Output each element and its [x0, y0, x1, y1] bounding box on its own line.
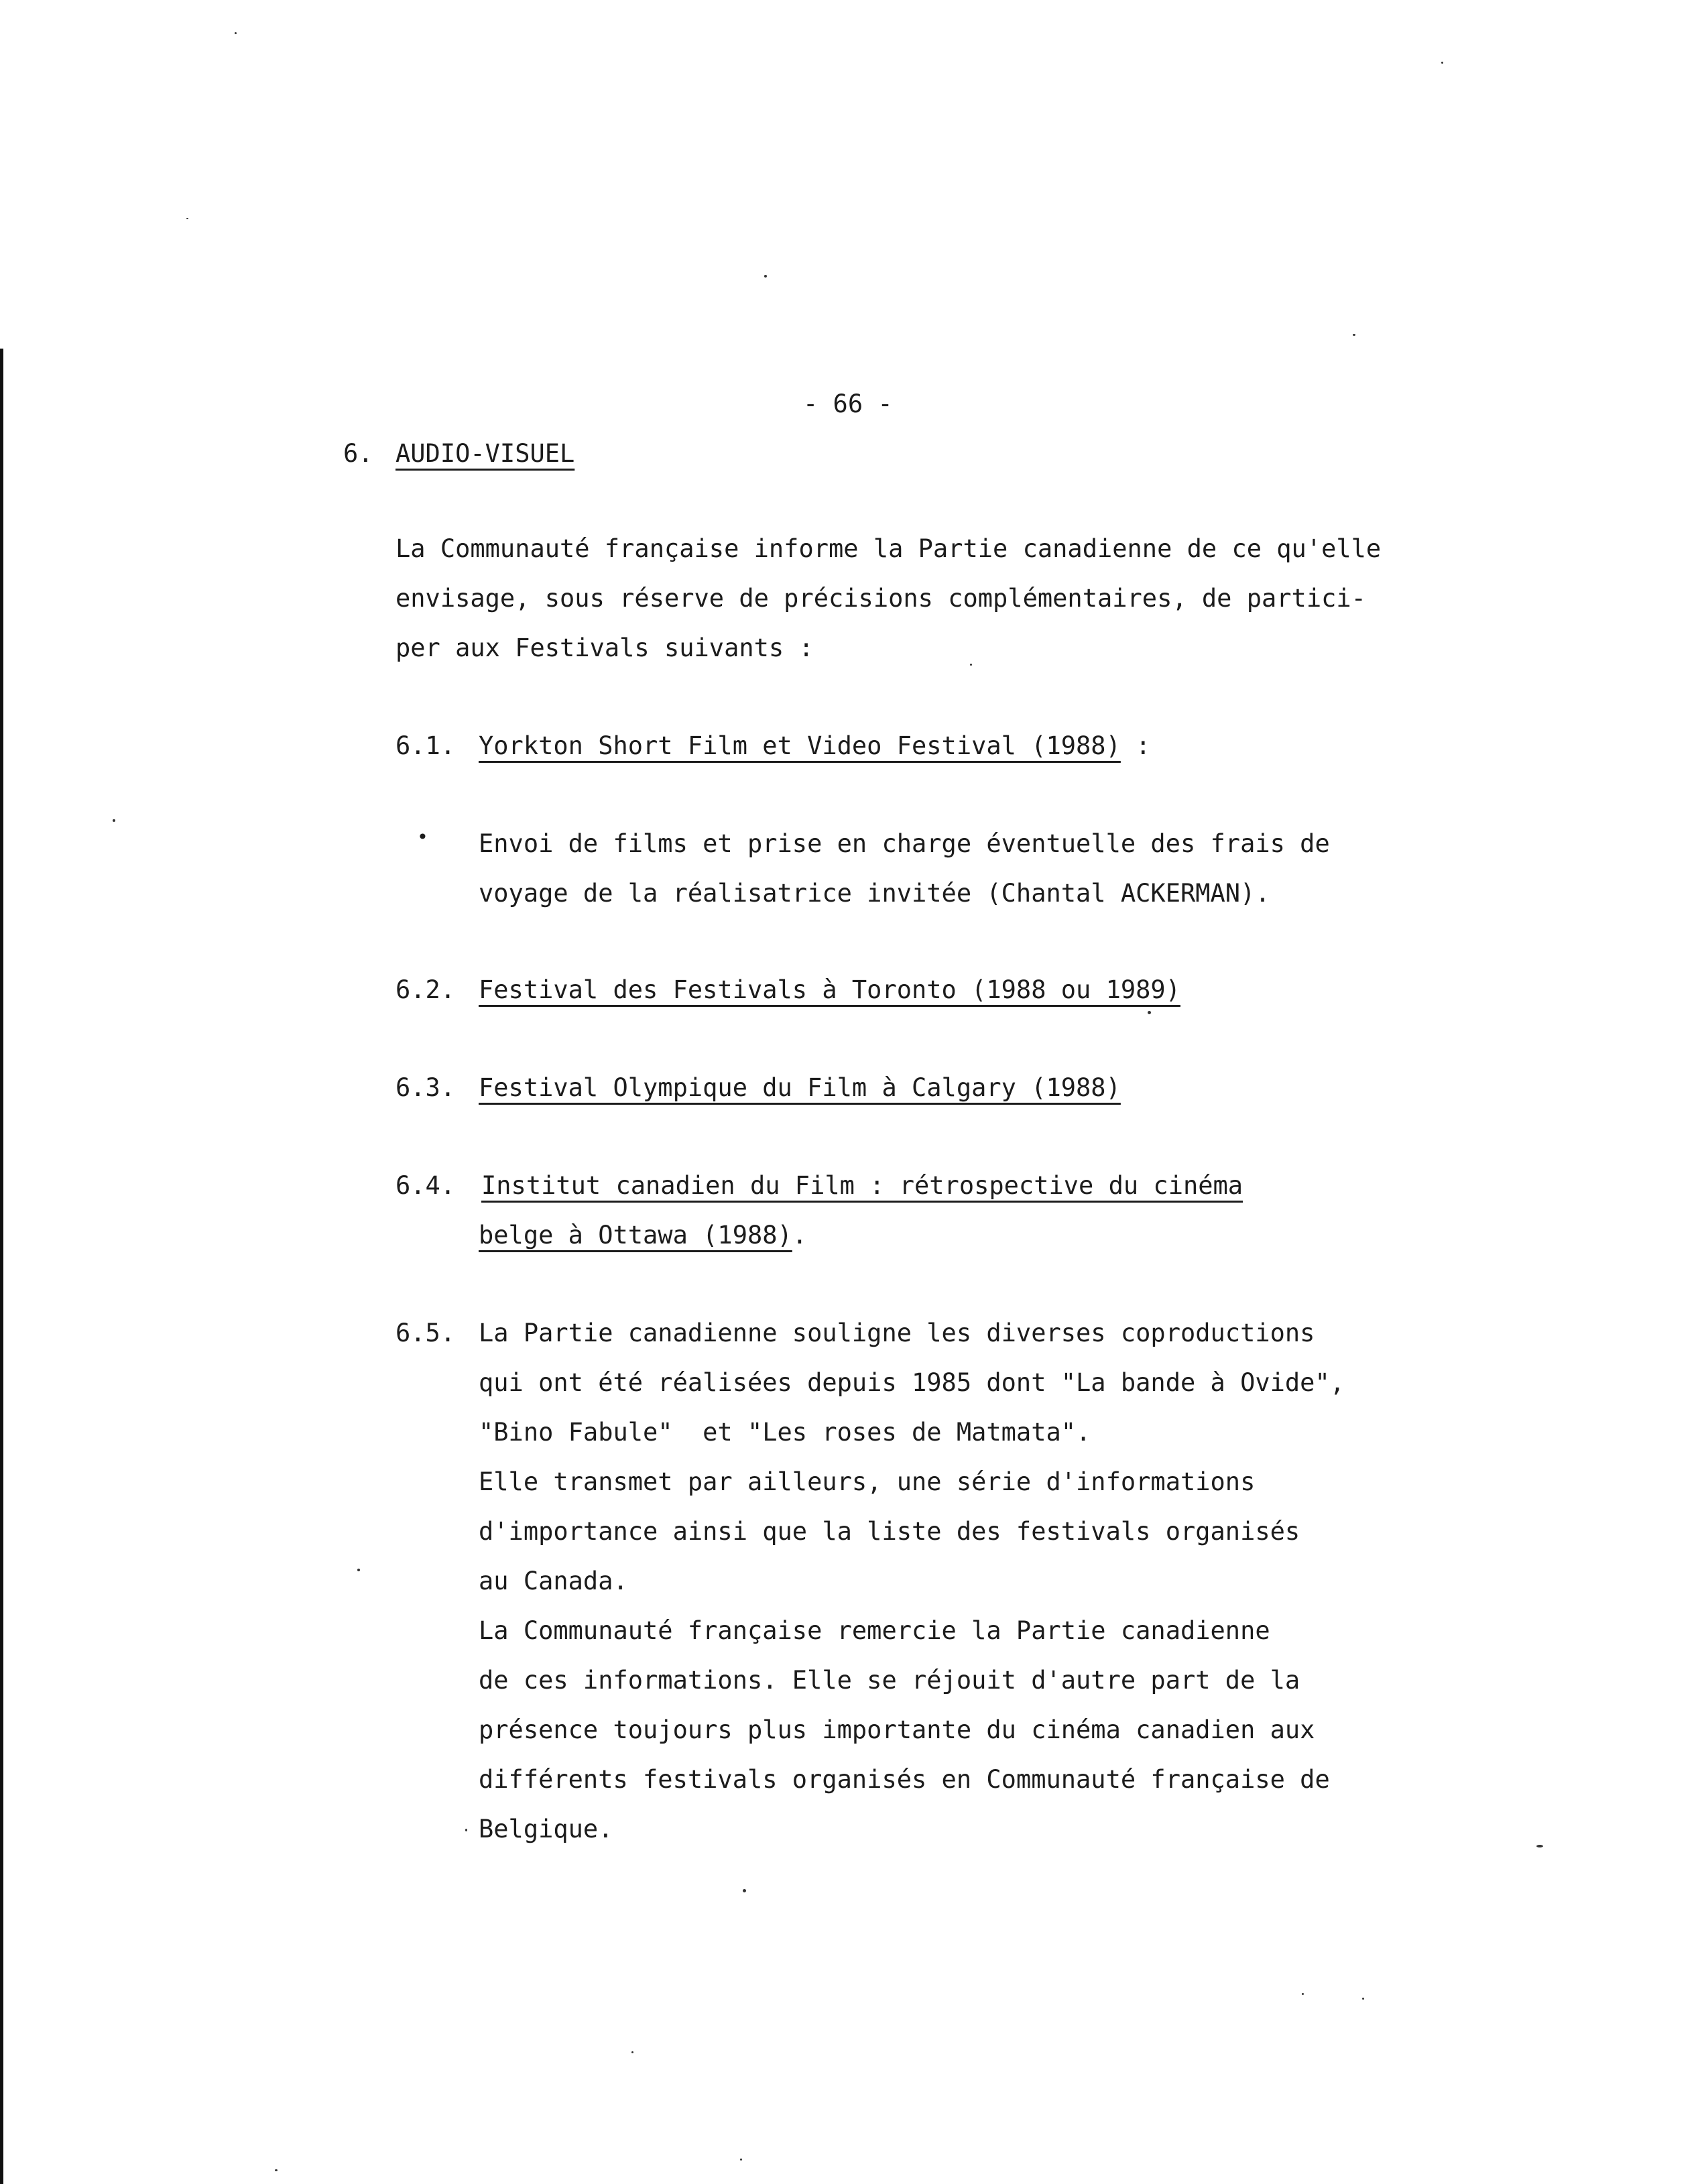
- scan-speck: [357, 1569, 360, 1571]
- item-6-4-number: 6.4.: [395, 1171, 456, 1200]
- item-6-4-title-line-1: Institut canadien du Film : rétrospective du cinéma: [481, 1171, 1243, 1200]
- scan-speck: [113, 819, 115, 822]
- item-6-1-suffix: :: [1120, 731, 1151, 760]
- item-6-1-heading: [479, 731, 1150, 762]
- scan-speck: [1362, 1998, 1364, 2000]
- intro-line-3: per aux Festivals suivants :: [395, 633, 814, 662]
- item-6-5-number: 6.5.: [395, 1319, 456, 1347]
- intro-line-2: envisage, sous réserve de précisions complémentaires, de partici-: [395, 584, 1366, 613]
- item-6-4-title-line-2: belge à Ottawa (1988): [479, 1221, 792, 1250]
- section-number: 6.: [343, 439, 373, 468]
- item-6-5-line-10: différents festivals organisés en Communauté française de: [479, 1765, 1330, 1794]
- scan-speck: [1353, 334, 1355, 336]
- item-6-5-line-4: Elle transmet par ailleurs, une série d'informations: [479, 1467, 1256, 1496]
- item-6-2-number: 6.2.: [395, 975, 456, 1004]
- page-number: - 66 -: [803, 389, 893, 418]
- item-6-4-suffix: .: [792, 1221, 808, 1250]
- scan-speck: [764, 275, 767, 278]
- scan-speck: [631, 2051, 633, 2053]
- item-6-5-line-6: au Canada.: [479, 1567, 628, 1595]
- item-6-5-line-7: La Communauté française remercie la Partie canadienne: [479, 1616, 1270, 1645]
- section-title: AUDIO-VISUEL: [395, 439, 575, 468]
- scan-speck: [1148, 1011, 1151, 1014]
- scan-speck: [743, 1889, 746, 1892]
- intro-line-1: La Communauté française informe la Partie canadienne de ce qu'elle: [395, 534, 1382, 563]
- item-6-5-line-9: présence toujours plus importante du cinéma canadien aux: [479, 1715, 1315, 1744]
- scan-speck: [465, 1829, 467, 1831]
- item-6-3-number: 6.3.: [395, 1073, 456, 1102]
- item-6-2-title: Festival des Festivals à Toronto (1988 ou 1989): [479, 975, 1180, 1004]
- scan-speck: [1302, 1993, 1304, 1995]
- scan-speck: [235, 32, 237, 34]
- item-6-5-line-3: "Bino Fabule" et "Les roses de Matmata".: [479, 1418, 1091, 1447]
- page-edge-border: [0, 349, 3, 2184]
- item-6-5-line-2: qui ont été réalisées depuis 1985 dont "La bande à Ovide",: [479, 1368, 1345, 1397]
- item-6-5-line-8: de ces informations. Elle se réjouit d'autre part de la: [479, 1666, 1300, 1695]
- item-6-5-line-11: Belgique.: [479, 1815, 613, 1843]
- scan-speck: [186, 218, 188, 219]
- item-6-1-title: Yorkton Short Film et Video Festival (1988): [479, 731, 1121, 760]
- scan-speck: [740, 2159, 742, 2161]
- bullet-marker: •: [417, 826, 428, 848]
- item-6-1-bullet-line-2: voyage de la réalisatrice invitée (Chantal ACKERMAN).: [479, 879, 1270, 908]
- item-6-4-heading-line-2: [479, 1220, 807, 1251]
- scan-speck: [1441, 62, 1443, 64]
- scan-speck: [970, 664, 972, 666]
- item-6-5-line-5: d'importance ainsi que la liste des festivals organisés: [479, 1517, 1300, 1546]
- item-6-1-number: 6.1.: [395, 731, 456, 760]
- scan-speck: [1536, 1845, 1543, 1847]
- scan-speck: [275, 2169, 278, 2171]
- item-6-5-line-1: La Partie canadienne souligne les diverses coproductions: [479, 1319, 1315, 1347]
- item-6-1-bullet-line-1: Envoi de films et prise en charge éventuelle des frais de: [479, 829, 1330, 858]
- item-6-3-title: Festival Olympique du Film à Calgary (1988): [479, 1073, 1121, 1102]
